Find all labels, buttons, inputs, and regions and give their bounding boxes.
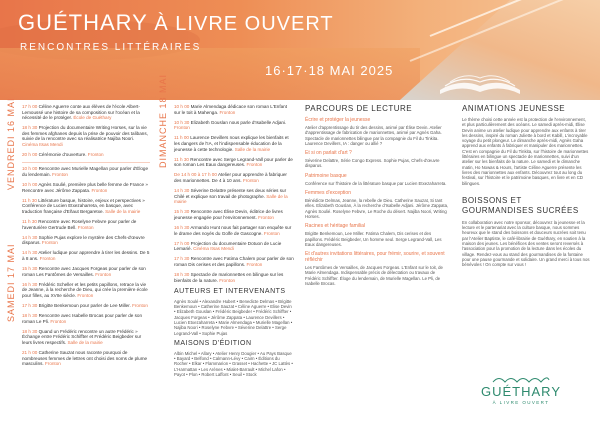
- program-event: [22, 329, 150, 346]
- event-place: Fronton: [77, 224, 94, 230]
- event-place: Fronton: [174, 125, 190, 131]
- reading-path-heading: Et d'autres invitations littéraires, pour frémir, sourire, et souvent réfléchir: [305, 251, 445, 264]
- event-time: 11 h 30: [174, 156, 189, 162]
- brand-block: [18, 10, 334, 53]
- reading-path-text: Séverine Delattre, Série Congo Express. Sophie Pujas, Chefs-d'œuvre disparus.: [305, 158, 440, 169]
- event-time: 10 h 00: [22, 166, 38, 172]
- event-time: 15 h 30: [22, 265, 38, 271]
- event-description: Projection du documentaire Writing Horses, sur la vie des femmes afghanes depuis la prise de pouvoir des talibans, suivie de la rencontre avec sa réalisatrice Najiba Noori.: [22, 125, 148, 142]
- program-event: [174, 188, 294, 205]
- event-time: 10 h 00: [174, 104, 190, 109]
- reading-path-heading: Racines et héritage familial: [305, 223, 366, 230]
- sweets-text: En collaboration avec notre sponsor, découvrez la jeunesse et la lecture et le partenariat avec la culture basque, nous sommes heureux que le stand des boissons et douceurs sucrées soit tenu par l'Atelier Baptiste, le café-librairie de Guéthary, en soutien à la maison des jeunes. Les bénéfices des ventes seront reversés à l'association pour la promotion de la lecture dans les écoles du village. Rendez-vous au stand des gourmandises de la fontaine pour une pause gourmande et solidaire. Un grand merci à tous nos bénévoles ! On compte sur vous !: [462, 219, 590, 268]
- event-place: Salle de la mairie: [234, 146, 271, 152]
- event-description: Marie Almendaga dédicace son roman L'Enfant sur le toit à Mahenga.: [174, 104, 287, 115]
- event-time: 17 h 30: [174, 256, 190, 262]
- program-event: [22, 198, 150, 215]
- sweets-title: BOISSONS ET GOURMANDISES SUCRÉES: [462, 195, 579, 215]
- program-event: [22, 250, 150, 261]
- program-column-friday-saturday: [22, 104, 150, 371]
- day-label-saturday: SAMEDI 17 MAI: [6, 243, 16, 322]
- event-place: Cinéma Itsas Mendi: [193, 246, 234, 252]
- event-description: Atelier ludique pour apprendre à tirer les dessins. De 5 à 8 ans.: [22, 250, 150, 261]
- event-place: Salle de la mairie: [67, 339, 103, 345]
- event-time: 18 h 30: [22, 313, 38, 319]
- event-description: Rencontre avec Fatima Chalem pour parler de son roman Dis cerises et des papillons.: [174, 256, 294, 267]
- program-event: [174, 135, 294, 152]
- event-place: École de Guéthary: [73, 115, 112, 121]
- event-place: Fronton: [258, 214, 274, 220]
- reading-path-title: PARCOURS DE LECTURE: [305, 104, 413, 113]
- program-event: [22, 166, 150, 177]
- program-event: [22, 266, 150, 277]
- reading-path-heading: Femmes d'exception: [305, 190, 351, 197]
- event-time: 11 h 30: [22, 218, 37, 224]
- program-event: [174, 225, 294, 236]
- event-time: 11 h 00: [174, 135, 189, 141]
- event-place: Fronton: [87, 152, 104, 158]
- program-event: [22, 182, 150, 193]
- event-description: Brigitte Benkemoun pour parler de Lee Miller.: [38, 302, 131, 308]
- open-book-icon: [435, 60, 525, 96]
- festival-dates: 16·17·18 MAI 2025: [265, 63, 394, 78]
- reading-path-text: Atelier d'apprentissage du tir des dessins, animé par Élise Devin. Atelier d'apprentissage de fabrication de marionnettes, animé par Agnès Gaha. Spectacle de marionnettes bilingue par la compagnie du Fil du Tinkita. Laurence Devillers, IA : danger ou allié ?: [305, 125, 442, 146]
- event-time: 14 h 30: [22, 250, 38, 256]
- program-event: [22, 282, 150, 299]
- youth-text: Le thème choisi cette année est la protection de l'environnement, et plus particulièrement des océans. Le samedi après-midi, Élise Devin anime un atelier ludique pour apprendre aux enfants à tirer les dessins, inspiré du roman Juliette à bord et Kabill, L'incroyable voyage du petit plongeur. Le dimanche après-midi, Agnès Gaha apprend aux enfants à fabriquer et manipuler des marionnettes. C'est en compagnie du Fil du Tinkita, sur l'histoire de marionnettes littéraires en bilingue un spectacle de marionnettes, suivi d'un atelier sur les bienfaits de la nature. Le samedi et le dimanche matin, Ho Nowas & Hours, l'artiste Céline Aguerre présente les livres des marionnettes aux enfants. Découvrez tout au long du festival, sur l'histoire et le patrimoine basques, en livre et en CD bilingues.: [462, 117, 589, 186]
- event-description: Spectacle de marionnettes en bilingue sur les bienfaits de la nature.: [174, 272, 284, 283]
- program-event: [22, 152, 150, 158]
- event-time: 18 h 30: [22, 125, 38, 131]
- event-description: Atelier pour apprendre à fabriquer des marionnettes. De 4 à 10 ans.: [174, 172, 287, 183]
- event-time: De 14 h 00 à 17 h 00: [174, 172, 217, 178]
- event-description: Agnès Soulié, première plus belle femme de France » Rencontre avec Jérôme Zappata.: [22, 181, 148, 193]
- festival-title: [18, 10, 334, 36]
- event-description: Séverine Delattre présente ses deux séries sur Chilé et explique son travail de photographe.: [174, 188, 287, 199]
- event-description: Rencontre avec Élise Devin, éditrice de livres jeunesse engagée pour l'environnement.: [174, 209, 283, 220]
- reading-path-heading: Écrire et protéger la jeunesse: [305, 117, 371, 123]
- friday-events-list: [22, 104, 150, 158]
- program-event: [174, 241, 294, 252]
- event-time: 20 h 00: [22, 152, 38, 158]
- youth-title: ANIMATIONS JEUNESSE: [462, 104, 566, 113]
- event-time: 17 h 00: [22, 104, 38, 109]
- festival-logo: [476, 372, 566, 416]
- event-place: Fronton: [44, 361, 61, 367]
- reading-path-heading: Patrimoine basque: [305, 172, 347, 179]
- authors-list: Agnès Soulé • Alexandre Hubert • Benedicte Delmas • Brigitte Benkemoun • Catherine Sauzat • Céline Aguerre • Elise Devin • Elizabeth Gouslan • Frédéric Beigbeder • Frédéric Schiffter • Jacques Forgeas • Jérôme Zappata • Laurence Devillers • Lucien Etxezaharreta • Marie Almendaga • Murielle Magellan • Najiba Noori • Roselyne Febvre • Séverine Delattre • Serge Legrand-Vall • Sophie Pujas: [174, 298, 293, 336]
- event-time: 15 h 30: [174, 209, 190, 215]
- event-description: Littérature basque, histoire, enjeux et perspectives » Conférence de Lucien Etxezaharreta, en basque, avec traduction française d'Eñaut Bergaretxe.: [22, 197, 145, 214]
- program-column-sunday: [174, 104, 294, 377]
- program-event: [174, 157, 294, 168]
- event-place: Fronton: [91, 187, 108, 193]
- event-time: 17 h 00: [174, 240, 190, 246]
- logo-line2: À LIVRE OUVERT: [492, 400, 550, 405]
- event-time: 16 h 30: [22, 281, 38, 287]
- program-event: [174, 256, 294, 267]
- sunday-events-list: [174, 104, 294, 283]
- program-event: [22, 350, 150, 367]
- event-time: 18 h 30: [174, 272, 190, 278]
- event-place: Fronton: [219, 109, 236, 115]
- reading-path-text: Conférence sur l'histoire de la littérature basque par Lucien Etxezaharreta.: [305, 180, 447, 186]
- event-place: Fronton: [52, 171, 68, 177]
- event-place: Fronton: [50, 318, 67, 324]
- program-event: [22, 303, 150, 309]
- event-description: Rencontre avec Murielle Magellan pour parler d'Éloge du lendemain.: [22, 166, 149, 177]
- event-place: Fronton: [246, 261, 263, 267]
- event-description: Rencontre avec Roselyne Febvre pour parler de l'aventurière Gertrude Bell.: [22, 218, 137, 230]
- event-description: Projection du documentaire Dotuon de Lucie Lemarié.: [174, 240, 282, 252]
- event-time: 11 h 30: [22, 197, 37, 203]
- program-event: [174, 104, 294, 115]
- day-label-friday: VENDREDI 16 MAI: [6, 97, 16, 190]
- reading-path-column: [305, 104, 450, 286]
- festival-subtitle: RENCONTRES LITTÉRAIRES: [20, 42, 202, 53]
- festival-title-rest: À LIVRE OUVERT: [147, 13, 334, 35]
- event-time: 10 h 00: [22, 181, 38, 187]
- event-description: Rencontre avec Serge Legrand-Vall pour parler de son roman Les Eaux dangereuses.: [174, 156, 293, 168]
- event-place: Fronton: [77, 292, 94, 298]
- program-event: [22, 219, 150, 230]
- event-time: 17 h 30: [22, 302, 38, 308]
- event-description: Armando Hunt nous fait partager son enquête sur le drame des noyés du Golfe de Gascogne.: [174, 225, 292, 236]
- program-event: [174, 172, 294, 183]
- event-place: Fronton: [95, 271, 112, 277]
- day-label-sunday: DIMANCHE 18 MAI: [158, 73, 168, 168]
- program-event: [22, 125, 150, 147]
- event-description: Elizabeth Gouslan nous parle d'Isabelle Adjani.: [190, 119, 287, 125]
- event-time: 14 h 30: [174, 188, 190, 194]
- event-description: Céline Aguerre conte aux élèves de l'école Albert-Lemoussé une histoire de sa composition sur l'océan et la nécessité de le protéger.: [22, 104, 140, 121]
- event-description: Rencontre avec Jacques Forgeas pour parler de son roman Les Fantômes de Versailles.: [22, 265, 146, 277]
- event-time: 14 h 30: [22, 234, 38, 240]
- logo-line1: GUÉTHARY: [481, 384, 561, 399]
- day-divider: [22, 162, 150, 163]
- program-event: [22, 104, 150, 121]
- side-info-column: [462, 104, 590, 268]
- event-description: Sophie Pujas explore le mystère des Chefs-d'œuvre disparus.: [22, 234, 145, 246]
- event-time: 10 h 30: [174, 119, 190, 125]
- event-place: Fronton: [41, 240, 58, 246]
- event-place: Fronton: [242, 177, 259, 183]
- event-time: 16 h 30: [174, 225, 190, 230]
- program-event: [22, 313, 150, 324]
- event-place: Fronton: [219, 277, 236, 283]
- program-event: [174, 272, 294, 283]
- event-description: Rencontre avec Isabelle Brocas pour parler de son roman Le Pli.: [22, 313, 143, 324]
- reading-path-sections: [305, 117, 450, 286]
- publishers-title: MAISONS D'ÉDITION: [174, 339, 252, 347]
- event-place: Fronton: [132, 302, 148, 308]
- festival-title-main: GUÉTHARY: [18, 10, 148, 35]
- event-description: Laurence Devillers nous explique les bienfaits et les dangers de l'IA, et l'indispensable éducation de la jeunesse à cette technologie.: [174, 135, 289, 152]
- event-place: Fronton: [39, 255, 56, 261]
- reading-path-text: Brigitte Benkemoun, Lee Miller. Fatima Chalem, Dis cerises et des papillons. Frédéric Beigbeder, Un homme seul. Serge Legrand-Vall, Les Eaux dangereuses.: [305, 231, 442, 247]
- program-event: [174, 209, 294, 220]
- event-place: Fronton: [246, 162, 263, 168]
- event-place: Cinéma Itsas Mendi: [22, 142, 63, 148]
- event-description: Frédéric Scheller et les petits papillons, retrace la vie de Jeanne, à la recherche de Dieu, qui crée la première école pour filles, au XVIIe siècle.: [22, 281, 148, 298]
- event-time: 18 h 30: [22, 328, 38, 334]
- reading-path-text: Les Fantômes de Versailles, de Jacques Forgeas. L'Enfant sur le toit, de Marie Almendaga. Indispensable précis de délectation ou travaux de Frédéric Schiffter. Éloge du lendemain, de Murielle Magellan. Le Pli, de Isabelle Brocas.: [305, 265, 443, 287]
- authors-title: AUTEURS ET INTERVENANTS: [174, 287, 286, 295]
- event-description: Catherine Sauzat nous raconte pourquoi de nombreuses femmes de lettres ont choisi des noms de plume masculins.: [22, 350, 148, 367]
- logo-waves-icon: [491, 374, 551, 384]
- event-place: Fronton: [263, 230, 280, 236]
- saturday-events-list: [22, 166, 150, 367]
- event-description: Quand un Frédéric rencontre un autre Frédéric » Échange entre Frédéric Schiffter et Frédéric Beigbeder sur leurs livres respectifs.: [22, 328, 142, 345]
- reading-path-heading: Et si on parlait d'art ?: [305, 150, 352, 157]
- program-event: [174, 120, 294, 131]
- header-banner: [0, 0, 600, 100]
- event-place: Salle de la mairie: [174, 193, 288, 205]
- program-event: [22, 235, 150, 246]
- event-time: 21 h 00: [22, 350, 38, 355]
- event-description: Cérémonie d'ouverture.: [38, 152, 87, 158]
- publishers-list: Albin Michel • Allary • Atelier Henry Dougier • Au Pays Basque • Bayard • Belfond • Calmann-Lévy • Cairn • Éditions du Rocher • Elkar • Flammarion • Grasset • Hachette • JC Lattès • L'Harmattan • Les Arènes • Mialet-Barrault • Michel Lafon • Payot • Plon • Robert Laffont • Seuil • Stock: [174, 350, 293, 378]
- reading-path-text: Bénédicte Delmas, Jeanne, la rebelle de Dieu. Catherine Sauzat, Si tant elles. Elizabeth Gouslan, À la recherche d'Isabelle Adjani. Jérôme Zappata, Agnès Soulié. Roselyne Febvre, Le Roche du désert. Najiba Noori, Writing Horses.: [305, 198, 449, 219]
- event-place: Salle de la mairie: [105, 208, 141, 214]
